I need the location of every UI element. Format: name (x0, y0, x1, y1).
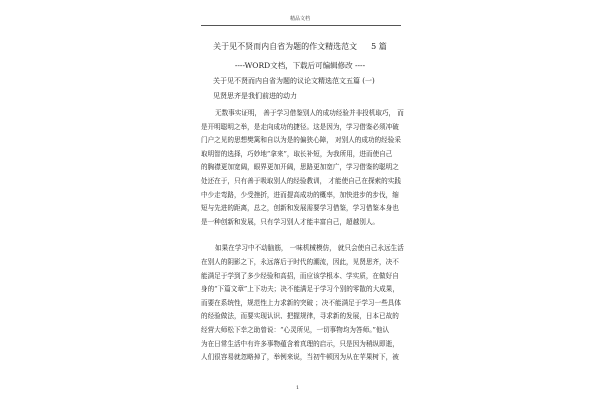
header-label: 精品文档 (289, 16, 310, 22)
paragraph-line: 的胸襟更加宽阔，眼界更加开阔，思路更加宽广，学习借鉴的聪明之 (201, 163, 399, 172)
title-count: 5 篇 (371, 42, 387, 51)
paragraph-line: 处还在于，只有善于吸取别人的经验教训， 才能使自己在探索的实践 (201, 176, 401, 185)
paragraph-line: 人们很容易就忽略掉了，举例来说，当初牛顿因为从在苹果树下，被 (201, 353, 399, 362)
title-text: 关于见不贤而内自省为题的作文精选范文 (213, 42, 358, 51)
paragraph-line: 而要在系统性，规范性上力求新的突破 ；决不能满足于学习一些具体 (201, 298, 401, 307)
paragraph-line: 在别人的阴影之下，永远落后于时代的潮流，因此，见贤思齐，决不 (201, 257, 399, 266)
paragraph-line: 无数事实证明， 善于学习借鉴别人的成功经验并非投机取巧， 而 (215, 109, 404, 117)
document-title (0, 41, 600, 52)
body-text (201, 107, 406, 365)
subtitle: ----WORD文档，下载后可编辑修改 ---- (234, 61, 366, 70)
paragraph-line: 的经验做法，而要实现认识、把握规律，寻求新的发展，日本已故的 (201, 312, 399, 321)
paragraph-line: 是一种创新和发展，只有学习别人才能丰富自己，超越别人。 (201, 217, 380, 226)
essay-heading: 见贤思齐是我们前进的动力 (213, 92, 297, 100)
paragraph-line: 门户之见的思想樊篱和自以为是的偏狭心障， 对别人的成功的经验采 (201, 136, 401, 145)
paragraph-line: 如果在学习中不动脑筋， 一味机械模仿， 就只会使自己永远生活 (215, 244, 404, 253)
section-heading: 关于见不贤而内自省为题的议论文精选范文五篇 (一) (213, 77, 375, 85)
paragraph-line: 身的“下篇文章”上下功夫；决不能满足于学习个别的零散的大成果， (201, 285, 399, 294)
paragraph-line: 经营大师松下幸之助曾说：“心灵所见，一切事物均为答师。”他认 (201, 325, 390, 334)
paragraph-line: 能满足于学到了多少经验和高招，而应该学根本、学实质，在做好自 (201, 271, 399, 280)
page-number: 1 (296, 385, 300, 391)
paragraph-line: 中少走弯路，少受挫折，进而提高成功的概率，加快进步的步伐，缩 (201, 190, 399, 199)
paragraph-line: 为在日常生活中有许多事物蕴含着真理的启示，只是因为稍纵即逝， (201, 339, 399, 348)
header-rule (201, 25, 401, 26)
paragraph-line: 取明智的选择，巧妙地“拿来”，取长补短，为我所用，进而使自己 (201, 149, 393, 158)
paragraph-gap (201, 229, 406, 242)
paragraph-line: 短与先进的距离，总之，创新和发展需要学习借鉴，学习借鉴本身也 (201, 204, 399, 213)
paragraph-line: 是开明聪明之举，是走向成功的捷径。这是因为，学习借鉴必须冲破 (201, 122, 399, 131)
